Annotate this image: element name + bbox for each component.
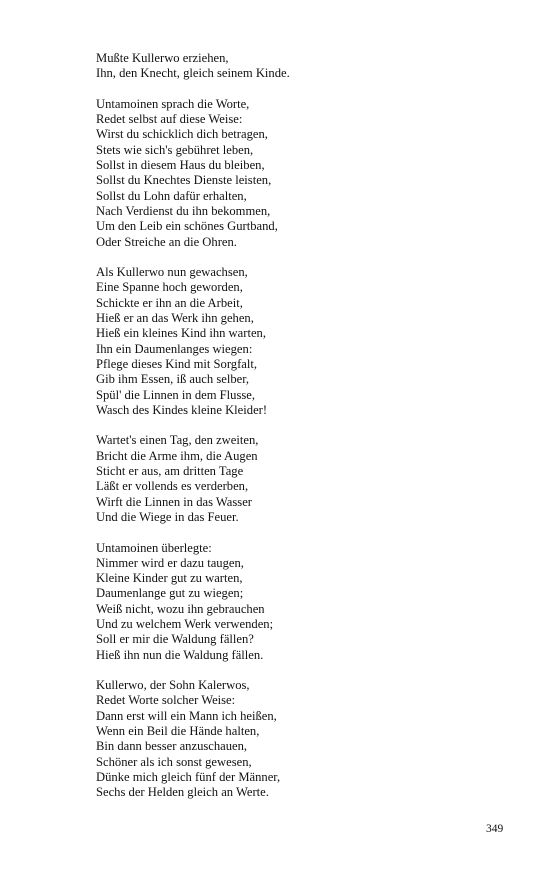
verse-line: Redet Worte solcher Weise: (96, 693, 236, 708)
verse-line: Daumenlange gut zu wiegen; (96, 586, 244, 601)
verse-line: Kleine Kinder gut zu warten, (96, 571, 243, 586)
page-number: 349 (486, 823, 504, 835)
verse-line: Und die Wiege in das Feuer. (96, 509, 239, 524)
verse-line: Wirst du schicklich dich betragen, (96, 127, 268, 142)
verse-line: Oder Streiche an die Ohren. (96, 234, 237, 249)
stanza (96, 51, 496, 82)
verse-line: Um den Leib ein schönes Gurtband, (96, 219, 278, 234)
verse-line: Mußte Kullerwo erziehen, (96, 51, 229, 65)
verse-line: Als Kullerwo nun gewachsen, (96, 265, 248, 280)
stanza (96, 541, 496, 663)
verse-line: Wirft die Linnen in das Wasser (96, 494, 252, 509)
verse-line: Gib ihm Essen, iß auch selber, (96, 372, 250, 387)
verse-line: Sechs der Helden gleich an Werte. (96, 785, 269, 800)
verse-line: Pflege dieses Kind mit Sorgfalt, (96, 356, 258, 371)
verse-line: Untamoinen sprach die Worte, (96, 96, 250, 111)
stanza (96, 678, 496, 800)
verse-line: Ihn, den Knecht, gleich seinem Kinde. (96, 66, 290, 81)
verse-line: Nimmer wird er dazu taugen, (96, 555, 244, 570)
verse-line: Hieß ein kleines Kind ihn warten, (96, 326, 266, 341)
verse-line: Dann erst will ein Mann ich heißen, (96, 708, 277, 723)
stanza (96, 433, 496, 525)
verse-line: Dünke mich gleich fünf der Männer, (96, 769, 281, 784)
verse-line: Nach Verdienst du ihn bekommen, (96, 203, 271, 218)
verse-line: Wartet's einen Tag, den zweiten, (96, 433, 259, 448)
verse-line: Bricht die Arme ihm, die Augen (96, 448, 258, 463)
verse-line: Hieß ihn nun die Waldung fällen. (96, 647, 264, 662)
verse-line: Sollst du Knechtes Dienste leisten, (96, 173, 272, 188)
verse-line: Sollst in diesem Haus du bleiben, (96, 158, 265, 173)
verse-line: Spül' die Linnen in dem Flusse, (96, 387, 255, 402)
verse-line: Redet selbst auf diese Weise: (96, 112, 243, 127)
verse-line: Eine Spanne hoch geworden, (96, 280, 243, 295)
stanza (96, 97, 496, 250)
verse-line: Untamoinen überlegte: (96, 540, 212, 555)
verse-line: Wenn ein Beil die Hände halten, (96, 724, 260, 739)
verse-line: Bin dann besser anzuschauen, (96, 739, 248, 754)
verse-line: Soll er mir die Waldung fällen? (96, 632, 254, 647)
verse-line: Hieß er an das Werk ihn gehen, (96, 311, 254, 326)
verse-line: Sticht er aus, am dritten Tage (96, 464, 244, 479)
verse-line: Kullerwo, der Sohn Kalerwos, (96, 678, 250, 693)
poem-text (96, 51, 496, 816)
verse-line: Sollst du Lohn dafür erhalten, (96, 188, 247, 203)
verse-line: Ihn ein Daumenlanges wiegen: (96, 341, 253, 356)
verse-line: Läßt er vollends es verderben, (96, 479, 249, 494)
stanza (96, 265, 496, 418)
verse-line: Und zu welchem Werk verwenden; (96, 616, 274, 631)
verse-line: Schöner als ich sonst gewesen, (96, 754, 252, 769)
verse-line: Schickte er ihn an die Arbeit, (96, 295, 243, 310)
verse-line: Wasch des Kindes kleine Kleider! (96, 402, 268, 417)
verse-line: Stets wie sich's gebühret leben, (96, 142, 254, 157)
verse-line: Weiß nicht, wozu ihn gebrauchen (96, 601, 265, 616)
